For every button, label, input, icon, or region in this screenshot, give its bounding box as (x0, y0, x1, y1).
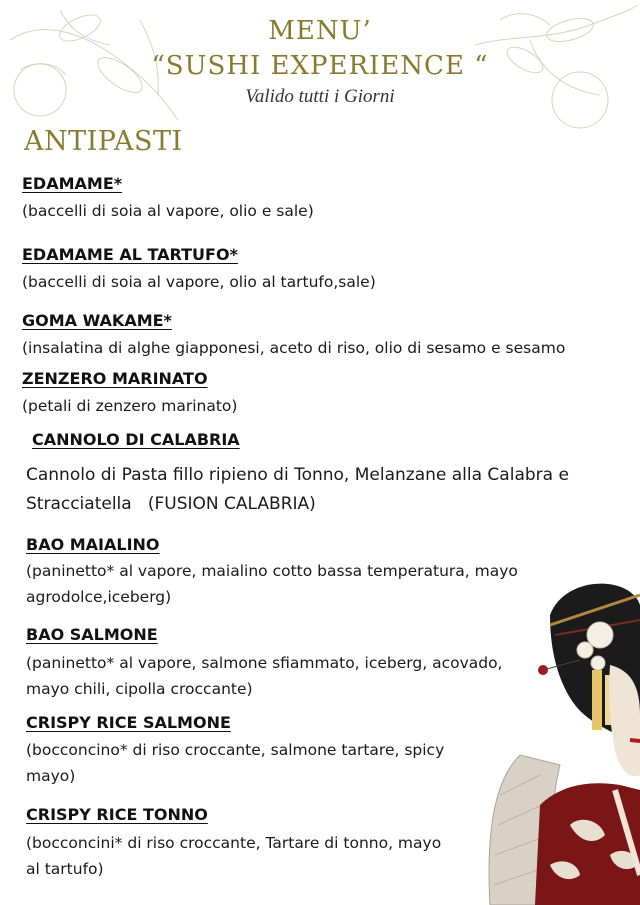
geisha-illustration-icon (480, 575, 640, 905)
item-name: EDAMAME* (22, 174, 123, 193)
item-description: (insalatina di alghe giapponesi, aceto di riso, olio di sesamo e sesamo (22, 339, 566, 357)
item-description: (paninetto* al vapore, maialino cotto bassa temperatura, mayo (26, 562, 518, 580)
item-name: CANNOLO DI CALABRIA (32, 430, 240, 449)
item-name: EDAMAME AL TARTUFO* (22, 245, 238, 264)
item-description: (petali di zenzero marinato) (22, 397, 238, 415)
item-description: (baccelli di soia al vapore, olio e sale) (22, 202, 314, 220)
item-name: ZENZERO MARINATO (22, 369, 208, 388)
item-description: agrodolce,iceberg) (26, 588, 172, 606)
item-description: (paninetto* al vapore, salmone sfiammato, iceberg, acovado, (26, 654, 503, 672)
menu-subtitle: “SUSHI EXPERIENCE “ (151, 51, 489, 81)
item-name: CRISPY RICE TONNO (26, 805, 208, 824)
item-description: (baccelli di soia al vapore, olio al tartufo,sale) (22, 273, 376, 291)
item-name: BAO MAIALINO (26, 535, 160, 554)
item-description: mayo) (26, 767, 76, 785)
item-name: GOMA WAKAME* (22, 311, 172, 330)
item-description: al tartufo) (26, 860, 104, 878)
section-title: ANTIPASTI (24, 126, 183, 157)
item-description: Stracciatella (FUSION CALABRIA) (26, 494, 316, 514)
menu-title: MENU’ (268, 16, 372, 46)
validity-note: Valido tutti i Giorni (245, 86, 395, 107)
item-description: (bocconcino* di riso croccante, salmone tartare, spicy (26, 741, 445, 759)
item-name: CRISPY RICE SALMONE (26, 713, 231, 732)
menu-header (0, 14, 640, 108)
item-description: (bocconcini* di riso croccante, Tartare di tonno, mayo (26, 834, 442, 852)
item-name: BAO SALMONE (26, 625, 158, 644)
item-description: mayo chili, cipolla croccante) (26, 680, 253, 698)
item-description: Cannolo di Pasta fillo ripieno di Tonno, Melanzane alla Calabra e (26, 465, 569, 485)
